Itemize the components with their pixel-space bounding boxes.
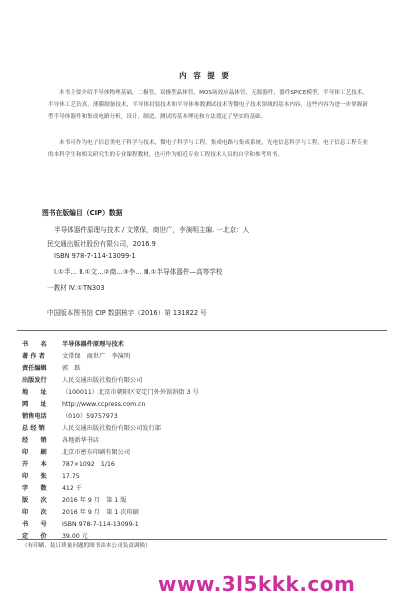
info-label: 出版发行 [22, 377, 47, 384]
info-value: http://www.ccpress.com.cn [62, 401, 146, 408]
info-label: 责任编辑 [22, 365, 47, 372]
info-row [22, 387, 382, 396]
divider-top [17, 330, 387, 331]
summary-paragraph-1: 本书主要介绍半导体物理基础，二极管，双极型晶体管，MOS场效应晶体管，无源器件，器件SPICE模型，半导体工艺技术，半导体工艺仿真，薄膜制备技术，半导体封装技术和半导体参数测试技术等微电子技术领域的基本内容，这些内容为进一步掌握新型半导体器件和集成电路分析，设计，制造，测试的基本理论和方法奠定了坚实的基础。 [48, 90, 368, 120]
info-value: ISBN 978-7-114-13099-1 [62, 521, 139, 528]
info-value: （100011）北京市朝阳区安定门外外馆斜街 3 号 [62, 389, 199, 396]
info-label: 印 次 [22, 509, 47, 516]
info-label: 字 数 [22, 485, 47, 492]
info-label: 经 销 [22, 437, 47, 444]
info-value: 各地新华书店 [62, 437, 100, 444]
cip-line: ISBN 978-7-114-13099-1 [54, 252, 136, 260]
info-value: 人民交通出版社股份有限公司发行部 [62, 425, 161, 432]
info-row [22, 447, 382, 456]
info-row [22, 495, 382, 504]
info-label: 总 经 销 [22, 425, 45, 432]
info-row [22, 363, 382, 372]
cip-record-number: 中国版本图书馆 CIP 数据核字（2016）第 131822 号 [47, 309, 207, 317]
info-row [22, 423, 382, 432]
info-value: 半导体器件原理与技术 [62, 341, 124, 348]
info-value: 2016 年 9 月 第 1 版 [62, 497, 127, 504]
info-label: 地 址 [22, 389, 47, 396]
info-label: 销售电话 [22, 413, 47, 420]
info-row [22, 507, 382, 516]
cip-title: 图书在版编目（CIP）数据 [42, 209, 123, 217]
info-value: 412 千 [62, 485, 82, 492]
watermark-logo: www.3l5kkk.com [158, 572, 356, 596]
info-value: （010）59757973 [62, 413, 118, 420]
info-label: 书 名 [22, 341, 47, 348]
info-label: 印 张 [22, 473, 47, 480]
info-label: 书 号 [22, 521, 47, 528]
info-value: 北京市密东印刷有限公司 [62, 449, 131, 456]
cip-line: Ⅰ.①半… Ⅱ.①文…②商…③李… Ⅲ.①半导体器件—高等学校 [54, 268, 223, 276]
cip-line: 半导体器件原理与技术 / 文常保，商世广，李演明主编. 一北京：人 [54, 226, 250, 234]
info-label: 印 刷 [22, 449, 47, 456]
info-row [22, 519, 382, 528]
info-value: 17.75 [62, 473, 80, 480]
info-value: 2016 年 9 月 第 1 次印刷 [62, 509, 139, 516]
info-row [22, 411, 382, 420]
info-value: 787×1092 1/16 [62, 461, 115, 468]
info-label: 著 作 者 [22, 353, 45, 360]
summary-paragraph-2: 本书可作为电子信息类电子科学与技术，微电子科学与工程，集成电路与集成系统，光电信息科学与工程，电子信息工程专业的本科学生和相关研究生的专业课程教材，也可作为相近专业工程技术人员的自学和参考用书。 [48, 140, 368, 158]
info-row [22, 375, 382, 384]
info-row [22, 435, 382, 444]
info-label: 定 价 [22, 533, 47, 540]
cip-line: 民交通出版社股份有限公司，2016.9 [47, 240, 156, 248]
info-label: 网 址 [22, 401, 47, 408]
info-row [22, 399, 382, 408]
info-row [22, 339, 382, 348]
info-row [22, 483, 382, 492]
info-label: 版 次 [22, 497, 47, 504]
divider-bottom [17, 539, 387, 540]
info-row [22, 351, 382, 360]
info-row [22, 459, 382, 468]
info-label: 开 本 [22, 461, 47, 468]
footer-note: （有印刷、装订质量问题的图书由本公司负责调换） [22, 543, 151, 549]
cip-line: 一教材 Ⅳ.①TN303 [47, 284, 105, 292]
info-value: 人民交通出版社股份有限公司 [62, 377, 143, 384]
summary-title: 内 容 提 要 [179, 71, 231, 80]
info-value: 文常保 商世广 李演明 [62, 353, 131, 360]
info-value: 39.00 元 [62, 533, 88, 540]
info-row [22, 471, 382, 480]
info-value: 郭 跃 [62, 365, 81, 372]
